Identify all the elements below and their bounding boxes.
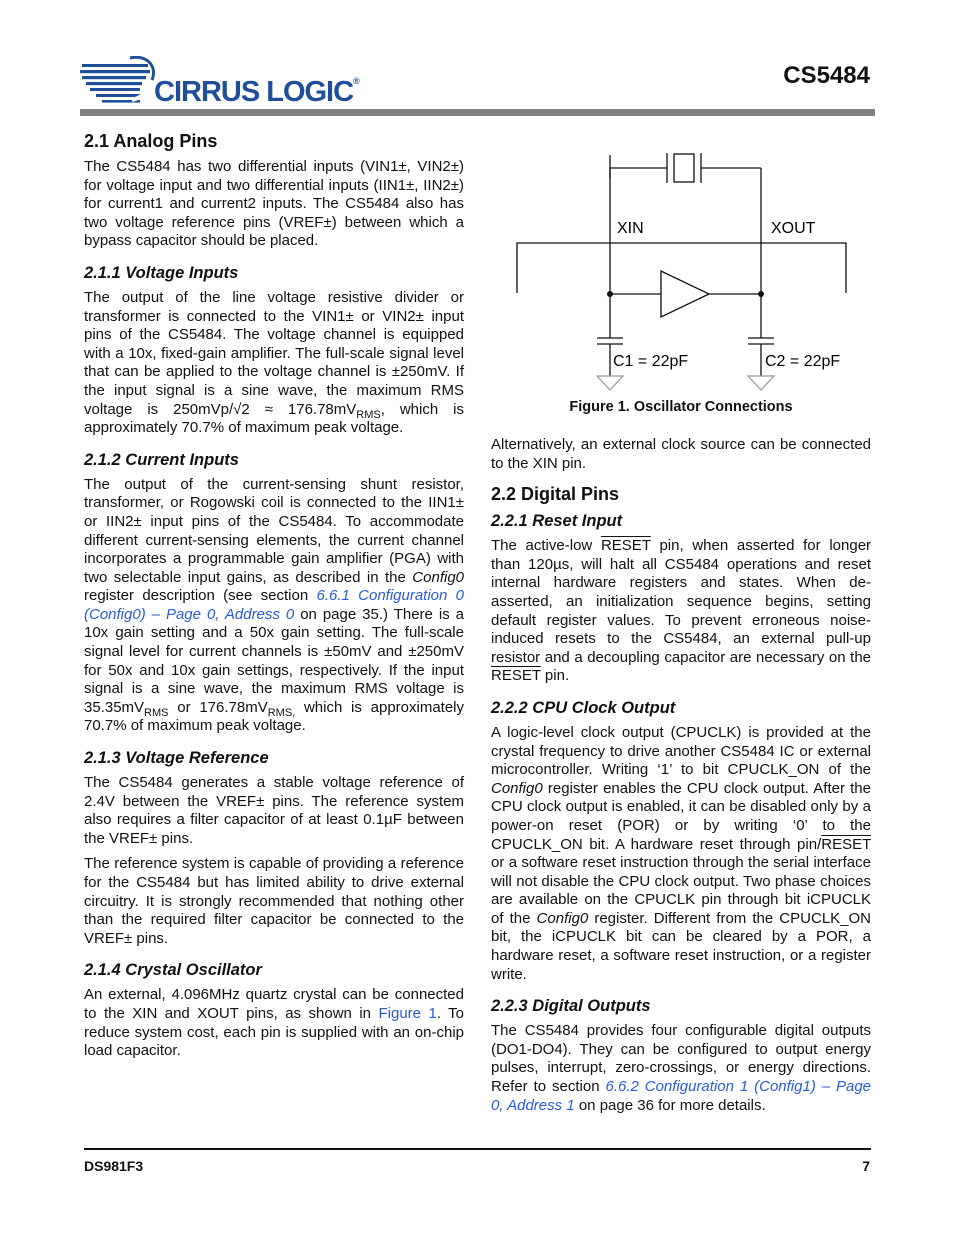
node-dot	[758, 291, 764, 297]
ground-icon	[748, 376, 774, 390]
cpuclk-text-d: register. Different from the CPUCLK_ON bit, the iCPUCLK bit can be cleared by a POR, a hardware reset, a software reset instruction, or a register write.	[491, 909, 872, 983]
voltage-inputs-text-a: The output of the line voltage resistive divider or transformer is connected to the VIN1± or VIN2± input pins of the CS5484. The voltage channel is equipped with a 10x, fixed-gain amplifier. The full-scale signal level that can be applied to the voltage channel is ±250mV. If the input signal is a sine wave, the maximum RMS voltage is 250mVp/√2 ≈ 176.78mV	[84, 288, 464, 418]
config0-term: Config0	[491, 779, 543, 797]
right-column	[491, 436, 871, 1122]
config0-term: Config0	[536, 909, 589, 927]
section-2-1-4-text	[84, 986, 464, 1060]
cpuclk-text-c: or a software reset instruction through the serial interface will not disable the CPU clock output. Two phase choices are available on the CPUCLK pin through bit iCPUCLK of the	[491, 854, 871, 927]
page-number: 7	[862, 1158, 870, 1174]
section-2-1-2-text	[84, 476, 464, 736]
cpuclk-text-a: A logic-level clock output (CPUCLK) is provided at the crystal frequency to drive another CS5484 IC or external microcontroller. Writing ‘1’ to bit CPUCLK_ON of the	[491, 723, 871, 779]
section-2-2-1-text	[491, 537, 871, 686]
section-2-2-3-title: 2.2.3 Digital Outputs	[491, 997, 651, 1016]
config0-term: Config0	[412, 568, 464, 586]
section-2-1-3-text-2: The reference system is capable of providing a reference for the CS5484 but has limited ability to drive external circuitry. It is strongly recommended that nothing other than the required filter capacitor be connected to the VREF± pins.	[84, 855, 464, 947]
xout-label: XOUT	[771, 220, 816, 237]
config1-section-link[interactable]: 6.6.2 Configuration 1 (Config1) – Page 0, Address 1	[491, 1078, 872, 1114]
cirrus-logo	[80, 56, 359, 112]
voltage-inputs-text-b: , which is approximately 70.7% of maximum peak voltage.	[84, 400, 464, 437]
section-2-1-title: 2.1 Analog Pins	[84, 131, 218, 151]
current-inputs-text-d: or 176.78mV	[177, 698, 268, 716]
section-2-1-3-text-1: The CS5484 generates a stable voltage reference of 2.4V between the VREF± pins. The reference system also requires a filter capacitor of at least 0.1µF between the VREF± pins.	[84, 774, 464, 847]
section-2-2-1-title: 2.2.1 Reset Input	[491, 512, 623, 531]
section-2-1-1-text	[84, 289, 464, 438]
chip-boundary	[517, 243, 846, 293]
reset-pin-name: RESET	[821, 835, 871, 853]
figure-1-caption: Figure 1. Oscillator Connections	[569, 399, 793, 415]
c2-label: C2 = 22pF	[765, 353, 841, 370]
section-2-1-1-title: 2.1.1 Voltage Inputs	[84, 263, 239, 282]
reset-pin-name: RESET	[600, 537, 651, 555]
section-2-2-3-text	[491, 1022, 871, 1115]
section-2-2-title: 2.2 Digital Pins	[491, 484, 620, 505]
amplifier-icon	[661, 271, 709, 317]
c1-label: C1 = 22pF	[613, 353, 689, 370]
section-2-1-3-title: 2.1.3 Voltage Reference	[84, 749, 269, 768]
figure-1-link[interactable]: Figure 1	[378, 1004, 437, 1022]
section-2-1-4-title: 2.1.4 Crystal Oscillator	[84, 961, 262, 980]
brand-reg-mark: ®	[353, 76, 359, 86]
config0-section-link[interactable]: 6.6.1 Configuration 0 (Config0) – Page 0, Address 0	[84, 587, 465, 623]
brand-name: CIRRUS LOGIC	[154, 76, 354, 108]
current-inputs-text-e: which is approximately 70.7% of maximum peak voltage.	[84, 698, 465, 735]
node-dot	[607, 291, 613, 297]
section-2-1-2-title: 2.1.2 Current Inputs	[84, 450, 239, 469]
current-inputs-text-a: The output of the current-sensing shunt resistor, transformer, or Rogowski coil is connected to the IIN1± or IIN2± input pins of the CS5484. To accommodate different current-sensing elements, the current channel incorporates a programmable gain amplifier (PGA) with two selectable input gains, as described in the	[84, 475, 464, 586]
current-inputs-text-c: on page 35.) There is a 10x gain setting and a 50x gain setting. The full-scale signal level for current channels is ±50mV and ±250mV for 50x and 10x gain settings, respectively. If the input signal is a sine wave, the maximum RMS voltage is 35.35mV	[84, 605, 464, 716]
digital-outputs-text-a: The CS5484 provides four configurable digital outputs (DO1-DO4). They can be configured to output energy pulses, interrupt, zero-crossings, or energy directions. Refer to section	[491, 1022, 871, 1096]
crystal-icon	[674, 154, 694, 182]
cpuclk-text-b: register enables the CPU clock output. After the CPU clock output is enabled, it can be disabled only by a power-on reset (POR) or by writing ‘0’ to the CPUCLK_ON bit. A hardware reset through pin/	[491, 779, 871, 853]
rms-subscript: RMS	[144, 706, 169, 719]
reset-text-a: The active-low	[491, 537, 593, 555]
document-id: DS981F3	[84, 1158, 144, 1174]
rms-subscript: RMS	[356, 408, 381, 421]
reset-pin-name: RESET	[491, 667, 541, 685]
crystal-text-b: . To reduce system cost, each pin is supplied with an on-chip load capacitor.	[84, 1004, 465, 1060]
section-2-2-2-title: 2.2.2 CPU Clock Output	[491, 698, 676, 717]
header-rule	[80, 109, 875, 116]
footer-rule	[84, 1148, 871, 1150]
oscillator-diagram	[491, 148, 871, 393]
current-inputs-text-b: register description (see section	[84, 587, 309, 605]
digital-outputs-text-b: on page 36 for more details.	[578, 1096, 766, 1114]
alternative-clock-text: Alternatively, an external clock source can be connected to the XIN pin.	[491, 436, 871, 472]
reset-text-b: pin, when asserted for longer than 120µs, will halt all CS5484 operations and reset internal hardware registers and states. When de-asserted, an initialization sequence begins, setting default register values. To prevent erroneous noise-induced resets to the CS5484, an external pull-up resistor and a decoupling capacitor are necessary on the	[491, 537, 872, 666]
crystal-text-a: An external, 4.096MHz quartz crystal can be connected to the XIN and XOUT pins, as shown in	[84, 986, 464, 1022]
xin-label: XIN	[617, 220, 644, 237]
part-number: CS5484	[783, 62, 870, 89]
section-2-2-2-text	[491, 724, 871, 984]
cirrus-swoosh-icon	[80, 56, 160, 108]
reset-text-c: pin.	[544, 667, 570, 685]
left-column	[84, 130, 464, 1068]
section-2-1-text: The CS5484 has two differential inputs (VIN1±, VIN2±) for voltage input and two differential inputs (IIN1±, IIN2±) for current1 and current2 inputs. The CS5484 also has two voltage reference pins (VREF±) between which a bypass capacitor should be placed.	[84, 158, 464, 250]
ground-icon	[597, 376, 623, 390]
rms-subscript: RMS,	[267, 706, 296, 719]
